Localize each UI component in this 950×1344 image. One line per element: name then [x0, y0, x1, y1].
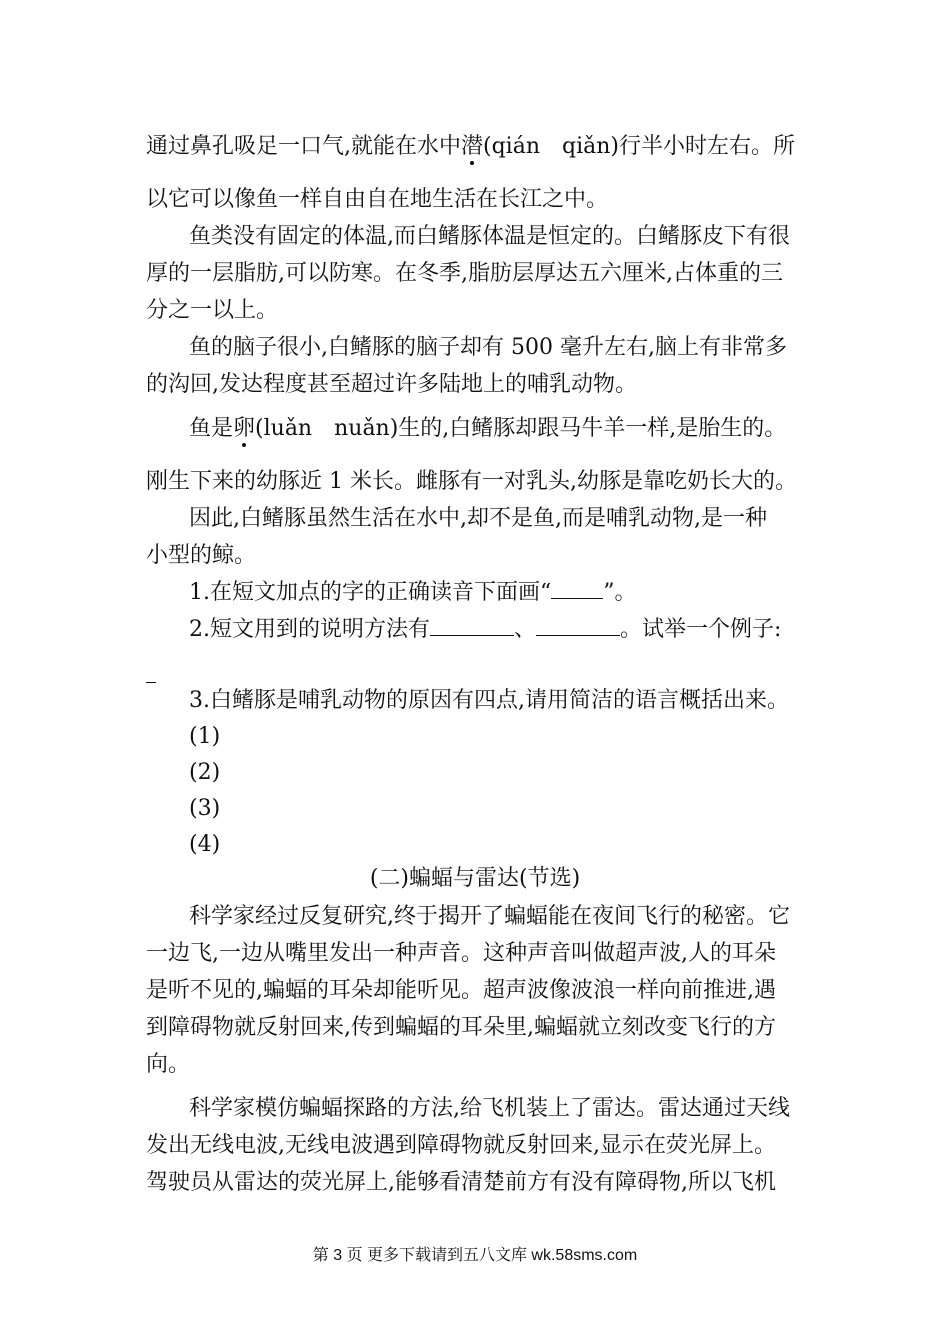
paragraph-start: 科学家模仿蝙蝠探路的方法,给飞机装上了雷达。雷达通过天线 — [189, 1096, 790, 1121]
paragraph-start: 鱼的脑子很小,白鳍豚的脑子却有 500 毫升左右,脑上有非常多 — [189, 335, 787, 360]
answer-blank[interactable] — [430, 615, 514, 636]
question-1: 1.在短文加点的字的正确读音下面画“ ”。 — [189, 580, 637, 605]
answer-blank[interactable] — [551, 578, 603, 599]
dotted-char: 潜 — [461, 134, 484, 159]
text-line: 分之一以上。 — [146, 298, 279, 323]
answer-line[interactable] — [146, 682, 156, 683]
paragraph-start: 鱼类没有固定的体温,而白鳍豚体温是恒定的。白鳍豚皮下有很 — [189, 224, 790, 249]
question-3: 3.白鳍豚是哺乳动物的原因有四点,请用简洁的语言概括出来。 — [189, 688, 789, 713]
text-line: 厚的一层脂肪,可以防寒。在冬季,脂肪层厚达五六厘米,占体重的三 — [146, 261, 783, 286]
answer-label: (3) — [189, 796, 221, 821]
answer-label: (1) — [189, 724, 221, 749]
paragraph-start: 因此,白鳍豚虽然生活在水中,却不是鱼,而是哺乳动物,是一种 — [189, 506, 767, 531]
question-2: 2.短文用到的说明方法有 、 。试举一个例子: — [189, 617, 782, 642]
text-line: 向。 — [146, 1052, 191, 1077]
dotted-char: 卵 — [233, 416, 256, 441]
text-line: 是听不见的,蝙蝠的耳朵却能听见。超声波像波浪一样向前推进,遇 — [146, 978, 776, 1003]
answer-label: (2) — [189, 760, 221, 785]
paragraph-start: 科学家经过反复研究,终于揭开了蝙蝠能在夜间飞行的秘密。它 — [189, 904, 790, 929]
text-line: 的沟回,发达程度甚至超过许多陆地上的哺乳动物。 — [146, 372, 637, 397]
text-line: 小型的鲸。 — [146, 543, 257, 568]
text-line: 以它可以像鱼一样自由自在地生活在长江之中。 — [146, 187, 609, 212]
text-line: 到障碍物就反射回来,传到蝙蝠的耳朵里,蝙蝠就立刻改变飞行的方 — [146, 1015, 776, 1040]
page-footer: 第 3 页 更多下载请到五八文库 wk.58sms.com — [312, 1247, 638, 1264]
section-title: (二)蝙蝠与雷达(节选) — [369, 866, 581, 891]
answer-label: (4) — [189, 832, 221, 857]
text-line: 发出无线电波,无线电波遇到障碍物就反射回来,显示在荧光屏上。 — [146, 1133, 776, 1158]
answer-blank[interactable] — [536, 615, 620, 636]
text-line: 一边飞,一边从嘴里发出一种声音。这种声音叫做超声波,人的耳朵 — [146, 941, 776, 966]
text-line: 通过鼻孔吸足一口气,就能在水中潜(qián qiǎn)行半小时左右。所 — [146, 134, 795, 159]
text-line: 刚生下来的幼豚近 1 米长。雌豚有一对乳头,幼豚是靠吃奶长大的。 — [146, 469, 797, 494]
text-line: 驾驶员从雷达的荧光屏上,能够看清楚前方有没有障碍物,所以飞机 — [146, 1170, 776, 1195]
paragraph-start: 鱼是卵(luǎn nuǎn)生的,白鳍豚却跟马牛羊一样,是胎生的。 — [189, 416, 787, 441]
